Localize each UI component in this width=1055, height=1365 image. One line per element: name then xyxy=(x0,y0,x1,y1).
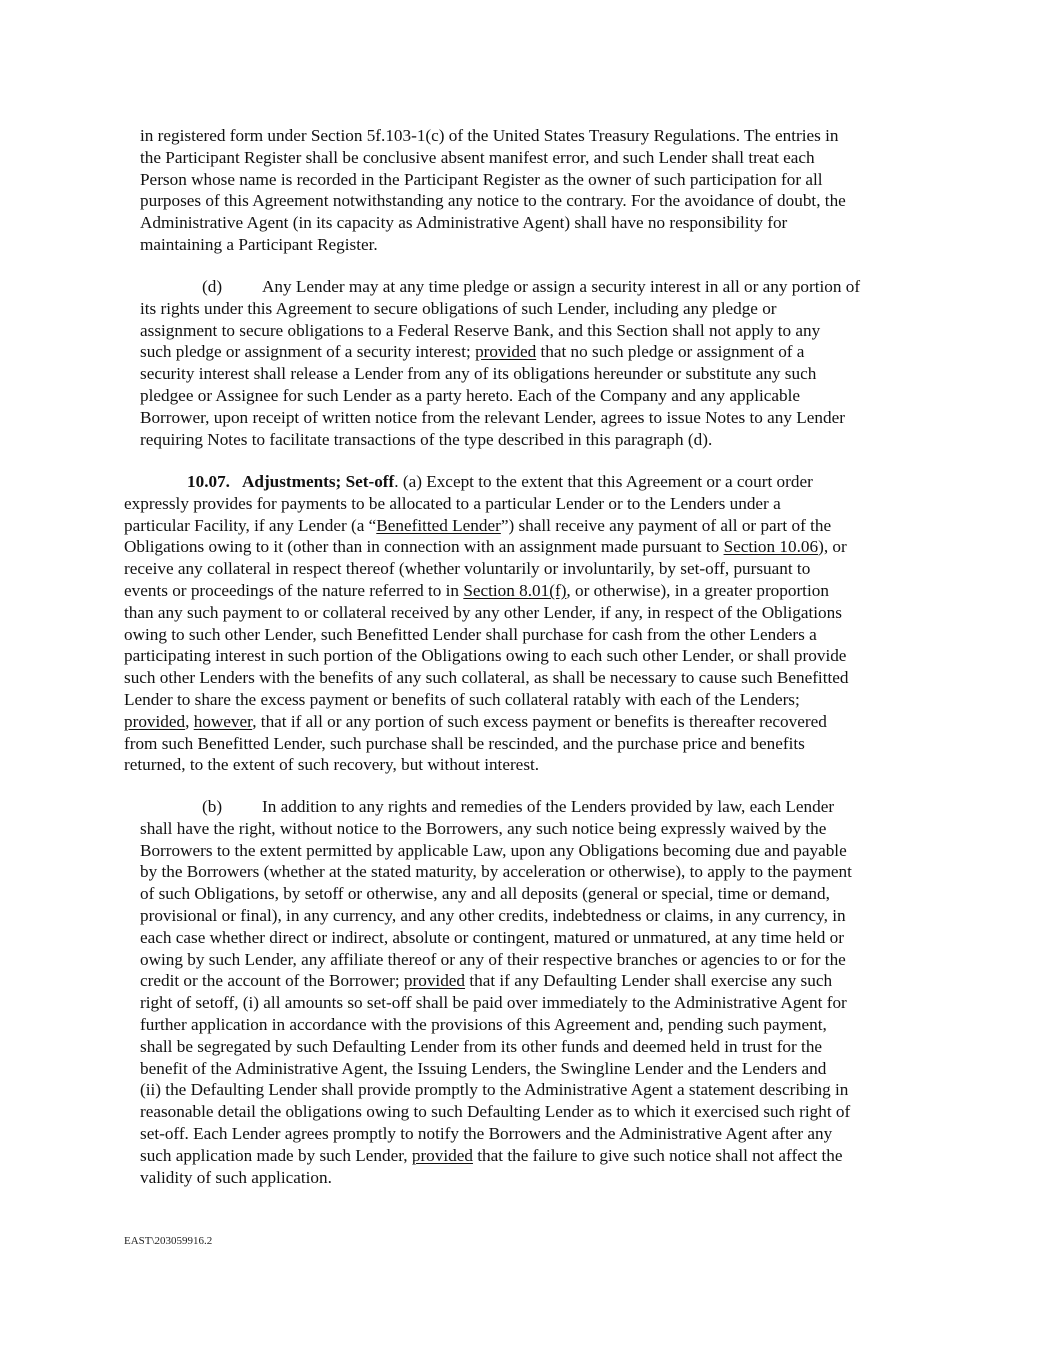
text-line: of such Obligations, by setoff or otherwise, any and all deposits (general or special, time or demand, xyxy=(140,884,830,904)
text-line: each case whether direct or indirect, absolute or contingent, matured or unmatured, at any time held or xyxy=(140,927,844,947)
section-reference: Section 8.01(f) xyxy=(463,580,567,600)
text-segment: that if any Defaulting Lender shall exercise any such xyxy=(465,971,833,991)
text-line: by the Borrowers (whether at the stated maturity, by acceleration or otherwise), to apply to the payment xyxy=(140,862,852,882)
text-line: further application in accordance with the provisions of this Agreement and, pending such payment, xyxy=(140,1014,827,1034)
text-line: such other Lenders with the benefits of any such collateral, as shall be necessary to cause such Benefitted xyxy=(124,668,849,688)
text-line: pledgee or Assignee for such Lender as a party hereto. Each of the Company and any applicable xyxy=(140,385,801,405)
provided-term: provided xyxy=(411,1145,473,1165)
text-segment: such application made by such Lender, xyxy=(140,1145,412,1165)
provided-term: provided xyxy=(124,711,186,731)
text-line: benefit of the Administrative Agent, the Issuing Lenders, the Swingline Lender and the Lenders and xyxy=(140,1058,827,1078)
text-line: than any such payment to or collateral received by any other Lender, if any, in respect of the Obligations xyxy=(124,602,842,622)
text-line: assignment to secure obligations to a Federal Reserve Bank, and this Section shall not apply to any xyxy=(140,320,821,340)
text-segment: Obligations owing to it (other than in connection with an assignment made pursuant to xyxy=(124,537,724,557)
paragraph-label: (d) xyxy=(202,277,223,296)
text-line: In addition to any rights and remedies of the Lenders provided by law, each Lender xyxy=(262,797,835,816)
text-line: reasonable detail the obligations owing to such Defaulting Lender as to which it exercised such right of xyxy=(140,1102,851,1122)
text-segment: that the failure to give such notice shall not affect the xyxy=(472,1145,843,1165)
text-segment: , or otherwise), in a greater proportion xyxy=(566,580,829,600)
text-segment: , that if all or any portion of such excess payment or benefits is thereafter recovered xyxy=(252,711,827,731)
section-title: Adjustments; Set-off xyxy=(241,472,395,491)
text-segment: . (a) Except to the extent that this Agreement or a court order xyxy=(394,472,813,491)
text-line: right of setoff, (i) all amounts so set-off shall be paid over immediately to the Administrative Agent for xyxy=(140,993,847,1013)
text-line: owing by such Lender, any affiliate thereof or any of their respective branches or agencies to or for the xyxy=(140,949,846,969)
text-line: participating interest in such portion of the Obligations owing to each such other Lender, or shall provide xyxy=(124,646,847,666)
text-line: security interest shall release a Lender from any of its obligations hereunder or substitute any such xyxy=(140,364,817,384)
text-segment: particular Facility, if any Lender (a “ xyxy=(124,515,377,535)
provided-term: provided xyxy=(475,342,537,362)
text-line: from such Benefitted Lender, such purchase shall be rescinded, and the purchase price and benefits xyxy=(124,733,805,753)
text-segment: such pledge or assignment of a security interest; xyxy=(140,342,476,362)
document-footer-id: EAST\203059916.2 xyxy=(124,1235,213,1247)
text-line: the Participant Register shall be conclusive absent manifest error, and such Lender shall treat each xyxy=(140,147,815,167)
text-segment: ), or xyxy=(818,537,847,557)
section-number: 10.07. xyxy=(187,472,230,491)
text-line: (ii) the Defaulting Lender shall provide promptly to the Administrative Agent a statement describing in xyxy=(140,1080,849,1100)
text-line: Borrower, upon receipt of written notice from the relevant Lender, agrees to issue Notes to any Lender xyxy=(140,407,845,427)
text-line: Borrowers to the extent permitted by applicable Law, upon any Obligations becoming due and payable xyxy=(140,840,847,860)
text-line: provisional or final), in any currency, and any other credits, indebtedness or claims, in any currency, in xyxy=(140,905,846,925)
however-term: however xyxy=(193,711,253,731)
text-line: set-off. Each Lender agrees promptly to notify the Borrowers and the Administrative Agent after any xyxy=(140,1123,833,1143)
paragraph-label: (b) xyxy=(202,797,223,816)
text-line: shall have the right, without notice to the Borrowers, any such notice being expressly waived by the xyxy=(140,818,827,838)
text-segment: credit or the account of the Borrower; xyxy=(140,971,404,991)
paragraph-b xyxy=(140,796,852,1188)
text-line: Lender to share the excess payment or benefits of such collateral ratably with each of the Lenders; xyxy=(124,689,800,709)
text-line: in registered form under Section 5f.103-1(c) of the United States Treasury Regulations. The entries in xyxy=(140,126,839,145)
provided-term: provided xyxy=(403,971,466,991)
text-line: requiring Notes to facilitate transactions of the type described in this paragraph (d). xyxy=(140,429,713,449)
text-line: owing to such other Lender, such Benefitted Lender shall purchase for cash from the other Lenders a xyxy=(124,624,817,644)
text-line: receive any collateral in respect thereof (whether voluntarily or involuntarily, by set-off, pursuant to xyxy=(124,559,811,579)
paragraph-d xyxy=(140,276,860,450)
section-10-07 xyxy=(124,471,849,776)
text-line: returned, to the extent of such recovery, but without interest. xyxy=(124,755,540,775)
text-line: expressly provides for payments to be allocated to a particular Lender or to the Lenders under a xyxy=(124,493,781,513)
text-line: Administrative Agent (in its capacity as Administrative Agent) shall have no responsibility for xyxy=(140,213,788,233)
participant-register-paragraph xyxy=(140,125,846,256)
benefitted-lender-term: Benefitted Lender xyxy=(376,515,501,535)
text-line: Any Lender may at any time pledge or assign a security interest in all or any portion of xyxy=(262,277,861,296)
text-line: shall be segregated by such Defaulting Lender from its other funds and deemed held in trust for the xyxy=(140,1036,823,1056)
text-line: Person whose name is recorded in the Participant Register as the owner of such participation for all xyxy=(140,169,823,189)
text-segment: ”) shall receive any payment of all or part of the xyxy=(500,515,832,535)
text-line: maintaining a Participant Register. xyxy=(140,234,378,254)
section-reference: Section 10.06 xyxy=(723,537,819,557)
text-segment: that no such pledge or assignment of a xyxy=(536,342,805,362)
text-line: purposes of this Agreement notwithstanding any notice to the contrary. For the avoidance of doubt, the xyxy=(140,191,846,211)
text-line: validity of such application. xyxy=(140,1167,332,1187)
text-line: its rights under this Agreement to secure obligations of such Lender, including any pledge or xyxy=(140,298,777,318)
text-segment: events or proceedings of the nature referred to in xyxy=(124,580,464,600)
text-segment: , xyxy=(185,711,194,731)
